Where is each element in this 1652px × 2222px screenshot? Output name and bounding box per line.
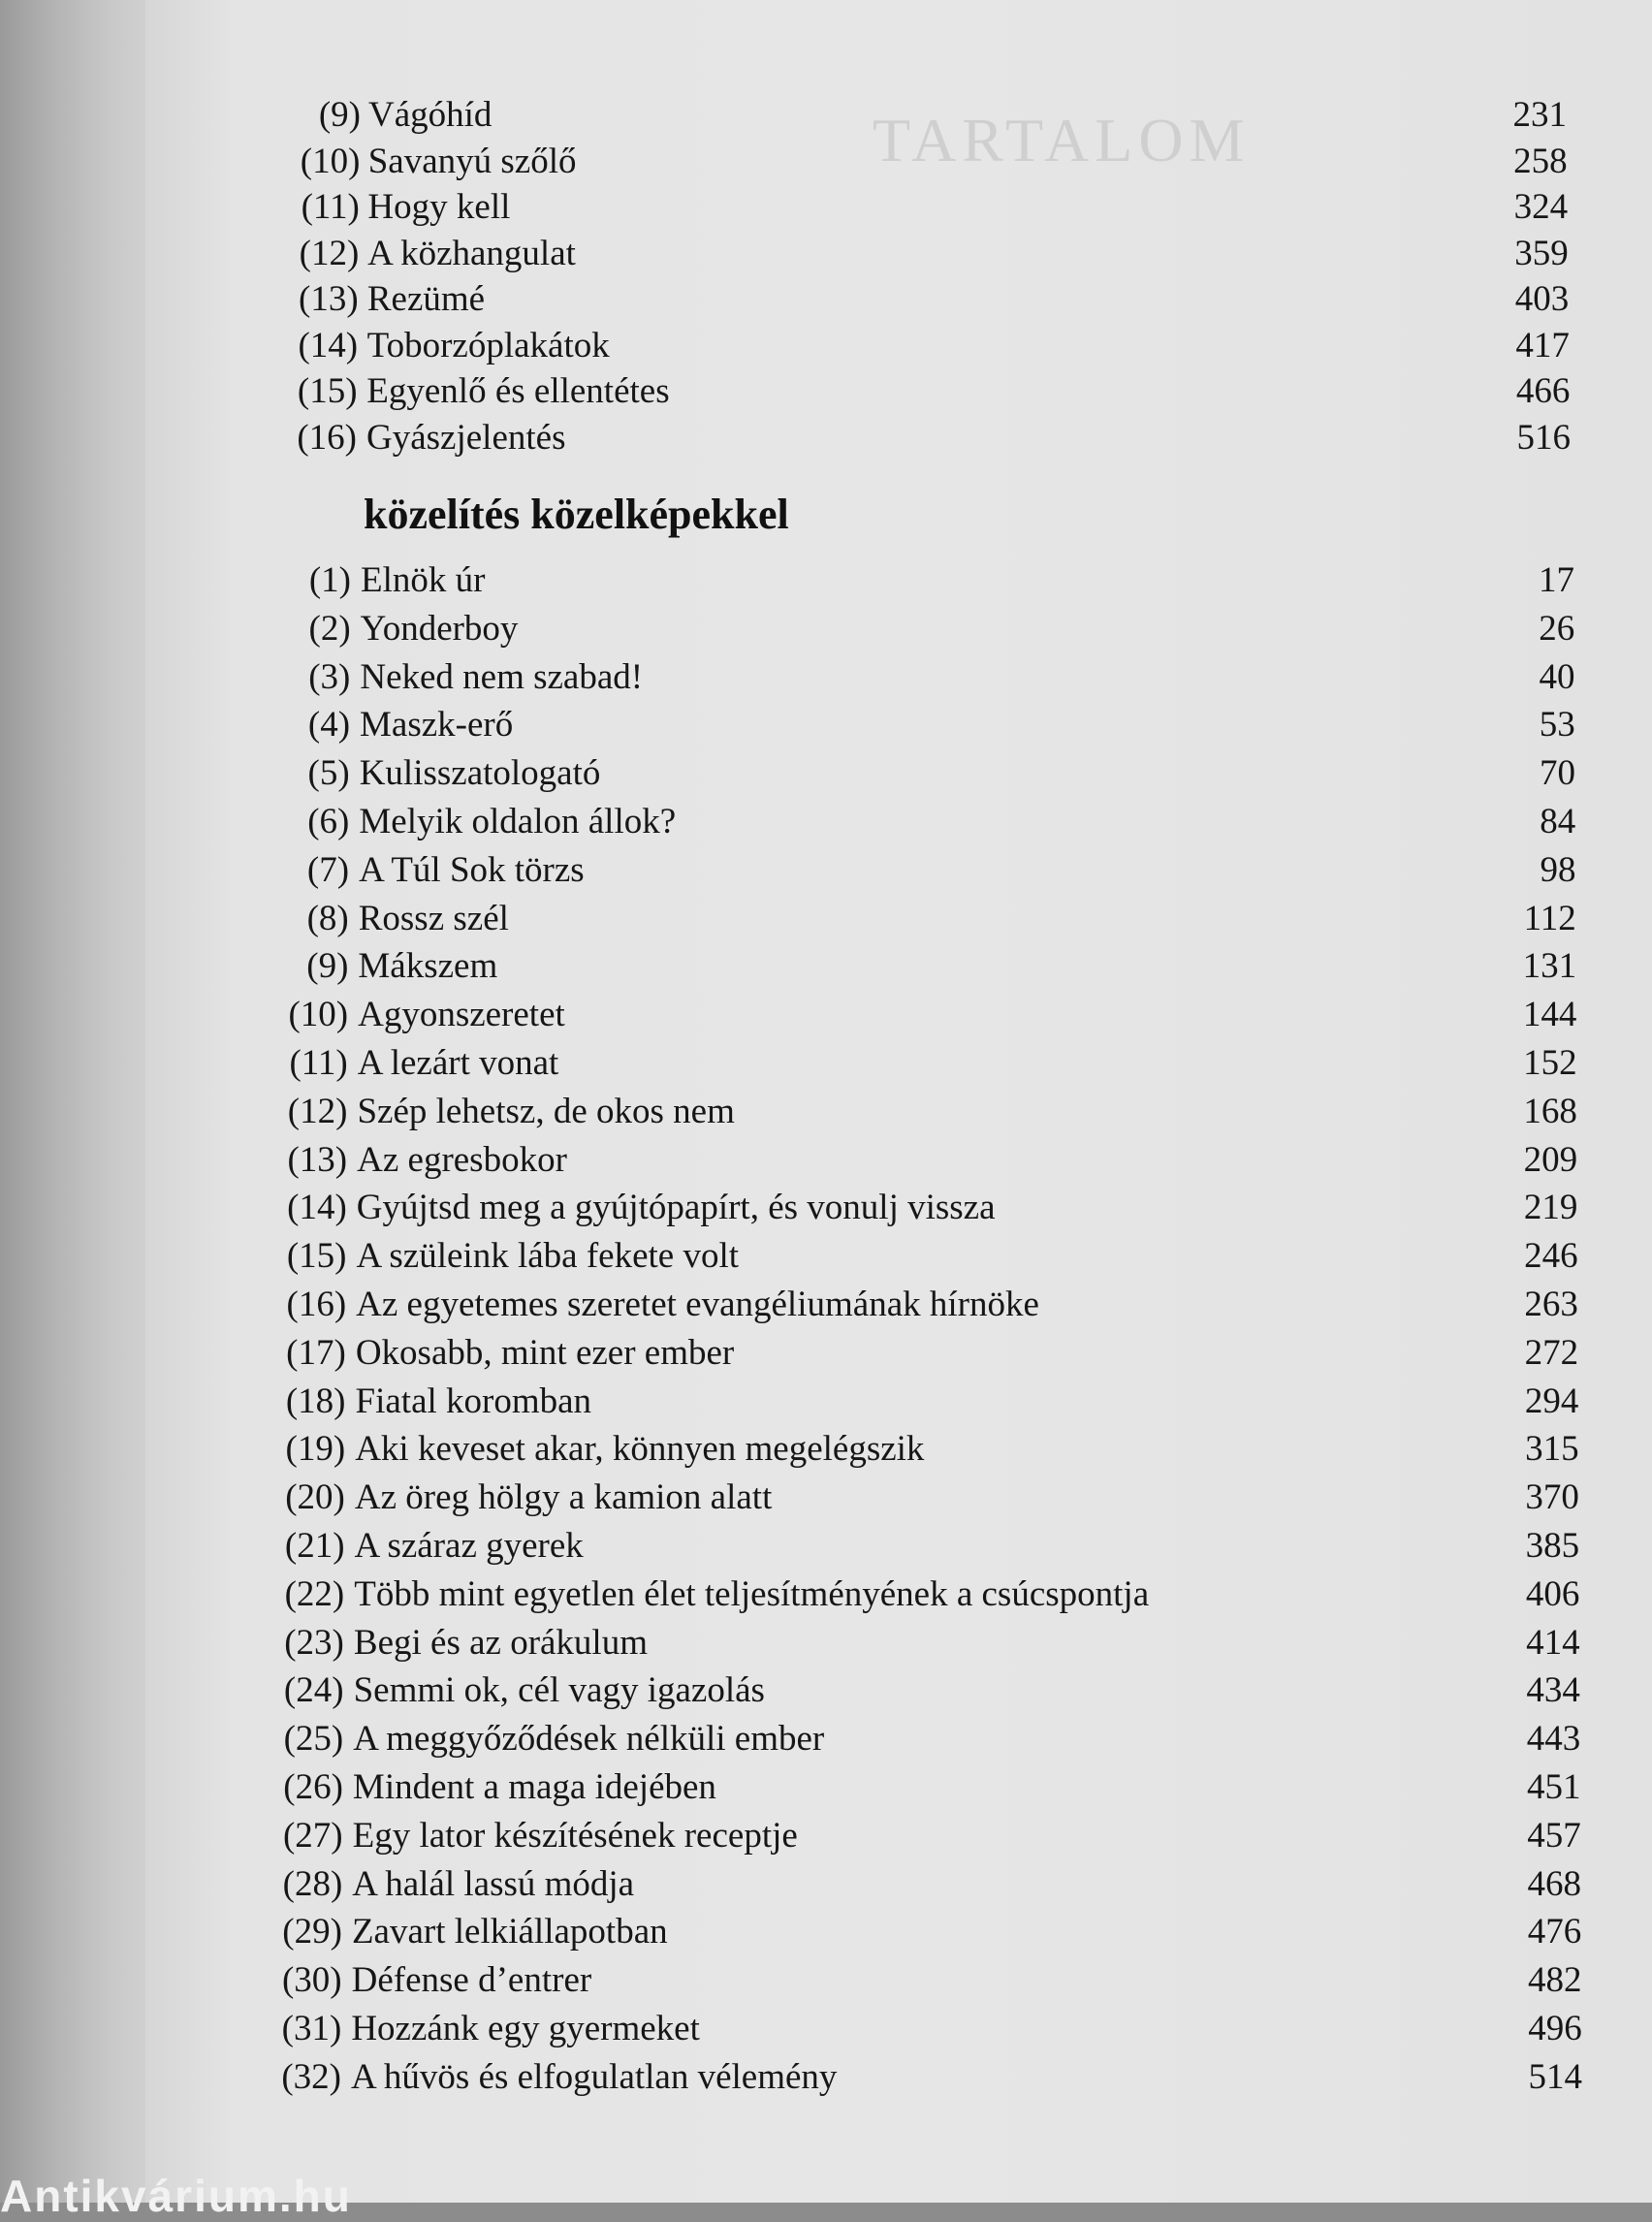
entry-page-number: 457 xyxy=(1527,1815,1581,1856)
entry-page-number: 40 xyxy=(1539,656,1575,697)
toc-entry xyxy=(145,1813,1652,1859)
entry-title: Défense d’entrer xyxy=(351,1960,592,2001)
entry-number: (15) xyxy=(297,371,358,411)
entry-number: (15) xyxy=(286,1236,347,1277)
entry-title: Az egyetemes szeretet evangéliumának hírnöke xyxy=(356,1285,1039,1324)
entry-page-number: 414 xyxy=(1526,1622,1580,1663)
watermark: Antikvárium.hu xyxy=(0,2171,352,2221)
toc-entry xyxy=(145,896,1652,942)
toc-entry xyxy=(145,1909,1652,1955)
entry-title: A szüleink lába fekete volt xyxy=(356,1236,740,1277)
toc-entry xyxy=(145,1330,1652,1377)
toc-entry xyxy=(145,139,1652,185)
book-page xyxy=(145,0,1652,2203)
entry-title: Maszk-erő xyxy=(360,705,514,746)
toc-entry xyxy=(145,1040,1652,1087)
entry-page-number: 434 xyxy=(1526,1670,1580,1711)
entry-title: Fiatal koromban xyxy=(355,1381,592,1421)
entry-number: (13) xyxy=(287,1139,348,1180)
entry-number: (3) xyxy=(308,656,351,697)
entry-number: (12) xyxy=(287,1091,348,1131)
toc-entry xyxy=(145,1716,1652,1762)
entry-page-number: 466 xyxy=(1515,371,1571,411)
entry-page-number: 219 xyxy=(1523,1188,1578,1228)
entry-number: (25) xyxy=(283,1719,344,1760)
toc-entry xyxy=(145,750,1652,797)
entry-page-number: 482 xyxy=(1527,1960,1582,2001)
entry-page-number: 294 xyxy=(1524,1381,1579,1421)
entry-page-number: 17 xyxy=(1539,560,1574,600)
toc-entry xyxy=(145,1089,1652,1135)
entry-number: (23) xyxy=(284,1622,344,1663)
entry-title: Semmi ok, cél vagy igazolás xyxy=(353,1670,765,1711)
entry-page-number: 246 xyxy=(1524,1236,1578,1277)
entry-page-number: 443 xyxy=(1526,1719,1581,1760)
entry-number: (20) xyxy=(285,1477,345,1518)
toc-entry xyxy=(145,2054,1652,2101)
entry-title: Mindent a maga idejében xyxy=(352,1767,716,1807)
entry-title: A közhangulat xyxy=(367,233,576,273)
entry-page-number: 516 xyxy=(1516,417,1571,458)
toc-entry xyxy=(145,702,1652,748)
toc-entry xyxy=(145,415,1652,461)
toc-entry xyxy=(145,323,1652,369)
entry-page-number: 98 xyxy=(1540,849,1576,890)
toc-entry xyxy=(145,1233,1652,1280)
toc-entry xyxy=(145,276,1652,323)
entry-number: (9) xyxy=(306,946,349,987)
entry-title: Aki keveset akar, könnyen megelégszik xyxy=(355,1429,925,1470)
toc-entry xyxy=(145,1137,1652,1184)
entry-page-number: 209 xyxy=(1523,1139,1578,1180)
entry-number: (27) xyxy=(282,1815,343,1856)
toc-entry xyxy=(145,1667,1652,1714)
entry-number: (19) xyxy=(285,1429,346,1470)
entry-page-number: 84 xyxy=(1540,802,1576,841)
toc-entry xyxy=(145,1185,1652,1231)
toc-entry xyxy=(145,1620,1652,1666)
entry-number: (21) xyxy=(284,1526,345,1566)
toc-entry xyxy=(145,2006,1652,2052)
entry-title: Neked nem szabad! xyxy=(360,656,644,697)
toc-entry xyxy=(145,654,1652,701)
entry-title: Begi és az orákulum xyxy=(353,1622,648,1663)
entry-number: (11) xyxy=(301,187,360,227)
entry-number: (2) xyxy=(308,608,351,649)
entry-number: (9) xyxy=(318,95,361,135)
entry-page-number: 385 xyxy=(1525,1526,1580,1566)
entry-title: Vágóhíd xyxy=(368,95,492,135)
entry-number: (10) xyxy=(288,995,349,1035)
entry-title: Az öreg hölgy a kamion alatt xyxy=(354,1477,773,1518)
table-of-contents xyxy=(145,0,1652,2203)
entry-title: A meggyőződések nélküli ember xyxy=(353,1719,825,1760)
entry-page-number: 231 xyxy=(1512,95,1567,135)
toc-entry xyxy=(145,943,1652,990)
entry-page-number: 359 xyxy=(1514,233,1569,273)
entry-title: A száraz gyerek xyxy=(354,1526,584,1566)
entry-page-number: 403 xyxy=(1514,279,1570,319)
entry-title: A hűvös és elfogulatlan vélemény xyxy=(351,2056,838,2097)
entry-number: (28) xyxy=(282,1863,343,1904)
toc-entry xyxy=(145,231,1652,277)
entry-number: (5) xyxy=(307,753,350,794)
entry-number: (13) xyxy=(299,279,359,319)
toc-entry xyxy=(145,992,1652,1038)
entry-page-number: 315 xyxy=(1525,1429,1579,1470)
toc-entry xyxy=(145,1379,1652,1425)
entry-page-number: 476 xyxy=(1527,1912,1582,1952)
entry-number: (16) xyxy=(297,417,357,458)
entry-title: A Túl Sok törzs xyxy=(359,849,585,890)
entry-number: (14) xyxy=(287,1188,347,1228)
entry-page-number: 514 xyxy=(1528,2056,1582,2097)
entry-title: Gyújtsd meg a gyújtópapírt, és vonulj vissza xyxy=(356,1188,996,1228)
toc-entry xyxy=(145,606,1652,652)
entry-title: Okosabb, mint ezer ember xyxy=(355,1332,735,1373)
entry-title: Rezümé xyxy=(366,279,486,319)
entry-title: Egy lator készítésének receptje xyxy=(352,1815,798,1856)
entry-title: Több mint egyetlen élet teljesítményének a csúcspontja xyxy=(354,1573,1150,1614)
entry-page-number: 451 xyxy=(1526,1767,1581,1807)
entry-number: (1) xyxy=(308,560,351,600)
entry-number: (4) xyxy=(307,705,351,746)
entry-title: Agyonszeretet xyxy=(358,995,565,1035)
toc-entry xyxy=(145,1571,1652,1618)
entry-number: (18) xyxy=(285,1381,346,1421)
entry-title: Hogy kell xyxy=(367,187,511,227)
entry-title: Kulisszatologató xyxy=(359,753,601,794)
entry-title: Yonderboy xyxy=(360,608,519,649)
entry-page-number: 406 xyxy=(1525,1573,1580,1614)
entry-number: (10) xyxy=(300,141,361,181)
entry-page-number: 26 xyxy=(1539,608,1575,649)
entry-page-number: 112 xyxy=(1523,898,1576,938)
entry-page-number: 70 xyxy=(1540,753,1576,794)
entry-page-number: 417 xyxy=(1515,325,1570,365)
entry-title: Zavart lelkiállapotban xyxy=(351,1912,668,1952)
entry-page-number: 263 xyxy=(1524,1285,1578,1324)
toc-entry xyxy=(145,368,1652,415)
entry-number: (14) xyxy=(298,325,359,365)
entry-page-number: 370 xyxy=(1525,1477,1579,1518)
entry-number: (29) xyxy=(282,1912,342,1952)
entry-page-number: 152 xyxy=(1523,1043,1577,1083)
entry-number: (17) xyxy=(286,1332,346,1373)
entry-page-number: 258 xyxy=(1513,141,1568,181)
book-spine-shadow xyxy=(0,0,145,2203)
ghost-heading: TARTALOM xyxy=(873,106,1251,175)
entry-title: A halál lassú módja xyxy=(352,1863,635,1904)
entry-number: (12) xyxy=(299,233,360,273)
toc-entry xyxy=(145,184,1652,231)
entry-page-number: 468 xyxy=(1527,1863,1581,1904)
entry-page-number: 144 xyxy=(1522,995,1577,1035)
entry-page-number: 272 xyxy=(1524,1332,1579,1373)
entry-title: Mákszem xyxy=(358,946,498,987)
entry-number: (16) xyxy=(286,1285,347,1324)
entry-number: (22) xyxy=(284,1573,345,1614)
toc-entry xyxy=(145,847,1652,894)
entry-number: (24) xyxy=(283,1670,344,1711)
toc-entry xyxy=(145,1957,1652,2004)
entry-title: A lezárt vonat xyxy=(357,1043,559,1083)
entry-page-number: 324 xyxy=(1513,187,1569,227)
toc-entry xyxy=(145,557,1652,604)
entry-number: (26) xyxy=(283,1767,343,1807)
toc-entry xyxy=(145,92,1652,139)
toc-entry xyxy=(145,1861,1652,1908)
entry-page-number: 53 xyxy=(1539,705,1575,746)
toc-entry xyxy=(145,1523,1652,1570)
entry-title: Gyászjelentés xyxy=(366,417,566,458)
entry-title: Melyik oldalon állok? xyxy=(359,802,677,841)
toc-entry xyxy=(145,1475,1652,1521)
entry-title: Az egresbokor xyxy=(357,1139,567,1180)
entry-number: (11) xyxy=(289,1043,348,1083)
entry-number: (8) xyxy=(306,898,349,938)
entry-number: (7) xyxy=(306,849,350,890)
toc-entry xyxy=(145,1764,1652,1811)
entry-number: (6) xyxy=(307,802,350,841)
entry-title: Toborzóplakátok xyxy=(366,325,610,365)
entry-page-number: 496 xyxy=(1528,2009,1582,2048)
entry-title: Savanyú szőlő xyxy=(367,141,577,181)
entry-title: Egyenlő és ellentétes xyxy=(366,371,670,411)
entry-number: (31) xyxy=(281,2009,342,2048)
entry-page-number: 168 xyxy=(1523,1091,1577,1131)
entry-title: Elnök úr xyxy=(361,560,486,600)
toc-entry xyxy=(145,1426,1652,1473)
entry-number: (30) xyxy=(281,1960,342,2001)
entry-page-number: 131 xyxy=(1522,946,1577,987)
entry-title: Hozzánk egy gyermeket xyxy=(351,2009,700,2048)
section-heading: közelítés közelképekkel xyxy=(364,491,789,538)
toc-entry xyxy=(145,1282,1652,1328)
entry-title: Rossz szél xyxy=(358,898,509,938)
entry-number: (32) xyxy=(281,2056,341,2097)
toc-entry xyxy=(145,799,1652,845)
entry-title: Szép lehetsz, de okos nem xyxy=(357,1091,735,1131)
